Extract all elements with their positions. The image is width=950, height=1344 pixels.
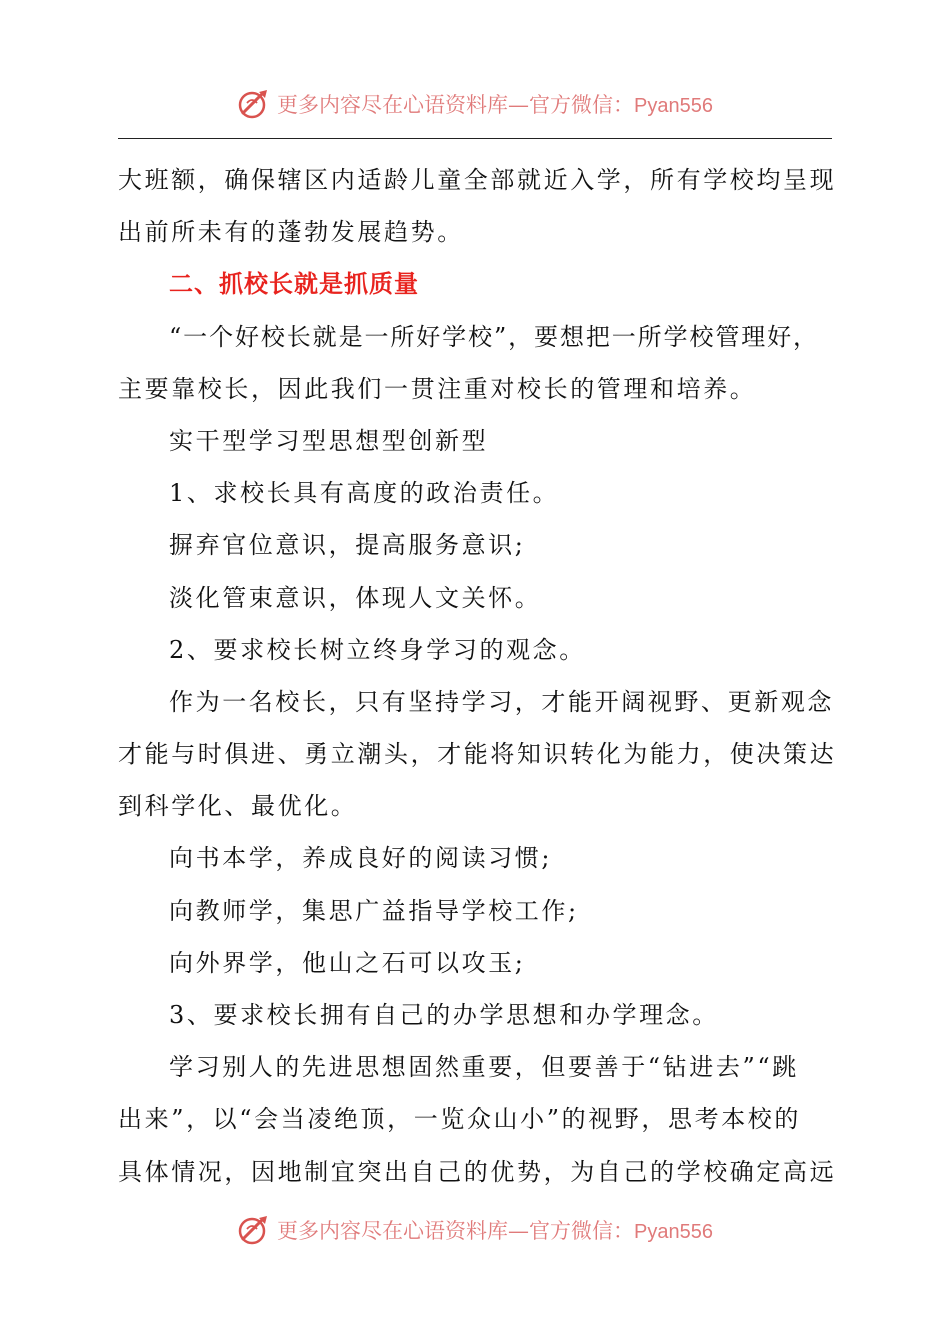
body-line: 出前所未有的蓬勃发展趋势。 (118, 218, 464, 247)
body-line: 向外界学，他山之石可以攻玉; (169, 948, 526, 977)
body-line: 摒弃官位意识，提高服务意识; (169, 531, 526, 560)
body-line: 具体情况，因地制宜突出自己的优势，为自己的学校确定高远 (118, 1157, 837, 1186)
body-line: 淡化管束意识，体现人文关怀。 (169, 583, 542, 612)
body-line: 到科学化、最优化。 (118, 792, 358, 821)
body-line: 出来”，以“会当凌绝顶，一览众山小”的视野，思考本校的 (118, 1105, 802, 1134)
body-line: 向书本学，养成良好的阅读习惯; (169, 844, 553, 873)
header-banner: 更多内容尽在心语资料库—官方微信：Pyan556 (277, 93, 713, 117)
body-line: “一个好校长就是一所好学校”，要想把一所学校管理好， (169, 322, 819, 351)
body-line: 向教师学，集思广益指导学校工作; (169, 896, 579, 925)
header-divider (118, 138, 832, 139)
body-line: 1、求校长具有高度的政治责任。 (169, 479, 560, 508)
page-footer (0, 1210, 950, 1250)
header-brand: Pyan556 (634, 95, 713, 117)
pen-logo-icon (237, 1213, 271, 1247)
pen-logo-icon (237, 87, 271, 121)
document-body (118, 154, 838, 1198)
body-line: 作为一名校长，只有坚持学习，才能开阔视野、更新观念 (169, 687, 834, 716)
footer-banner: 更多内容尽在心语资料库—官方微信：Pyan556 (277, 1219, 713, 1243)
body-line: 大班额，确保辖区内适龄儿童全部就近入学，所有学校均呈现 (118, 166, 837, 194)
footer-brand: Pyan556 (634, 1221, 713, 1243)
page-header (0, 84, 950, 124)
body-line: 学习别人的先进思想固然重要，但要善于“钻进去”“跳 (169, 1053, 799, 1082)
body-line: 3、要求校长拥有自己的办学思想和办学理念。 (169, 1001, 719, 1029)
body-line: 2、要求校长树立终身学习的观念。 (169, 635, 586, 664)
body-line: 才能与时俱进、勇立潮头，才能将知识转化为能力，使决策达 (118, 740, 837, 769)
section-heading: 二、抓校长就是抓质量 (169, 270, 419, 299)
body-line: 实干型学习型思想型创新型 (169, 426, 489, 455)
body-line: 主要靠校长，因此我们一贯注重对校长的管理和培养。 (118, 374, 757, 403)
